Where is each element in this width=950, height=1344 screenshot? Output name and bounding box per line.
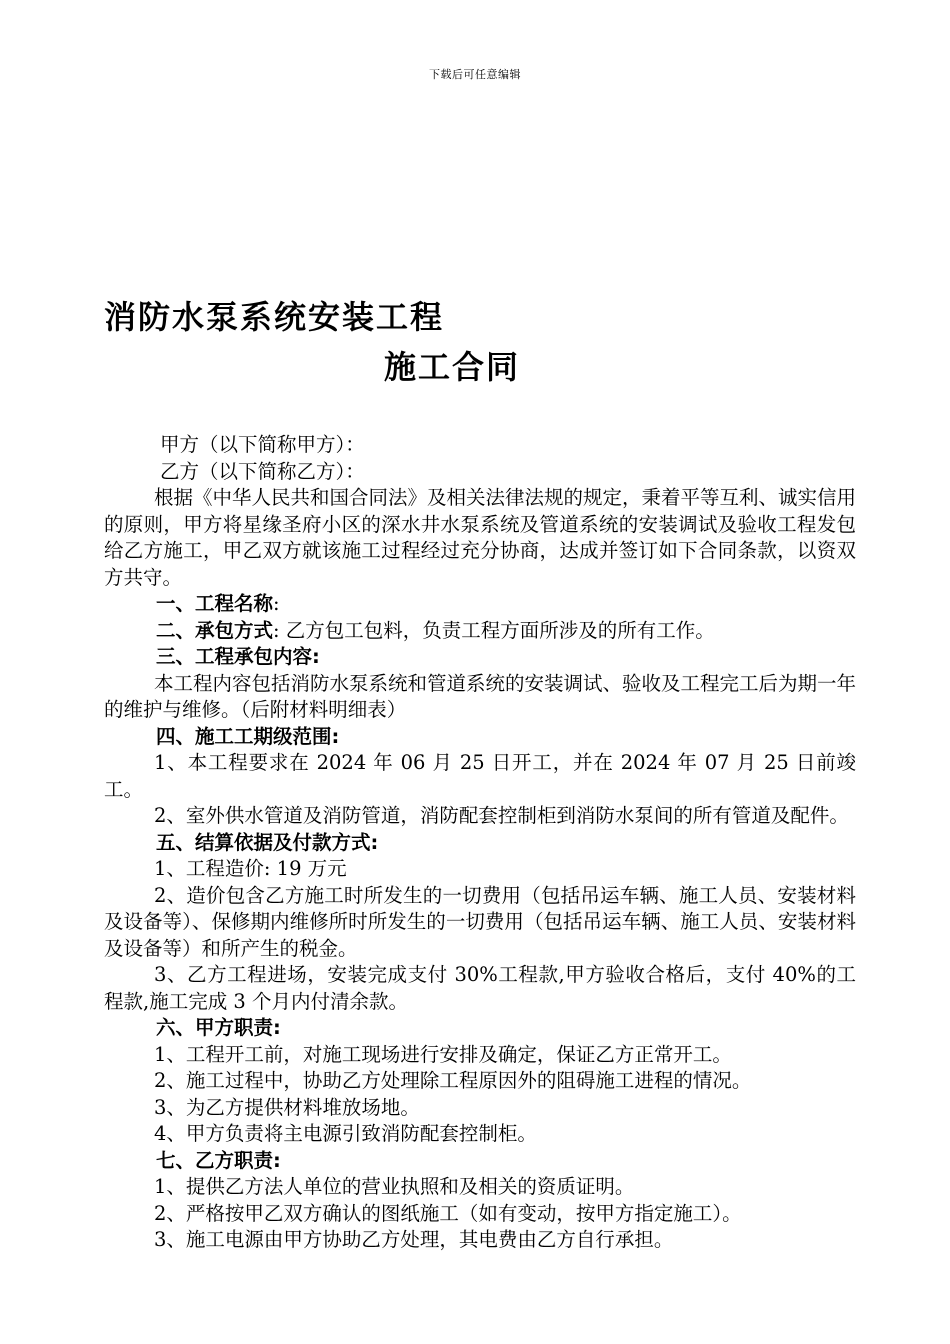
section-3-heading: 三、工程承包内容: xyxy=(156,645,320,668)
section-4-heading: 四、施工工期级范围: xyxy=(156,724,340,748)
title-line-1: 消防水泵系统安装工程 xyxy=(104,298,445,336)
section-5-item-2: 2、造价包含乙方施工时所发生的一切费用（包括吊运车辆、施工人员、安装材料及设备等）、保修期内维修所时所发生的一切费用（包括吊运车辆、施工人员、安装材料及设备等）和所产生的税金。 xyxy=(104,883,856,960)
section-7-item-2: 2、严格按甲乙双方确认的图纸施工（如有变动，按甲方指定施工）。 xyxy=(154,1201,742,1225)
title-line-2: 施工合同 xyxy=(384,348,521,386)
section-5-item-3: 3、乙方工程进场，安装完成支付 30%工程款,甲方验收合格后，支付 40%的工程款,施工完成 3 个月内付清余款。 xyxy=(104,963,856,1013)
section-2-text: : 乙方包工包料，负责工程方面所涉及的所有工作。 xyxy=(273,618,715,642)
party-b: 乙方（以下简称乙方）： xyxy=(160,459,365,483)
contract-body xyxy=(104,432,856,1254)
section-7-item-1: 1、提供乙方法人单位的营业执照和及相关的资质证明。 xyxy=(154,1175,635,1198)
section-1 xyxy=(104,591,856,618)
section-4-item-2: 2、室外供水管道及消防管道，消防配套控制柜到消防水泵间的所有管道及配件。 xyxy=(154,804,849,827)
section-4-item-1: 1、本工程要求在 2024 年 06 月 25 日开工，并在 2024 年 07 月 25 日前竣工。 xyxy=(104,751,856,801)
section-6-item-1: 1、工程开工前，对施工现场进行安排及确定，保证乙方正常开工。 xyxy=(154,1042,732,1066)
section-1-heading: 一、工程名称 xyxy=(156,592,274,615)
section-1-colon: : xyxy=(273,592,280,615)
section-2 xyxy=(104,618,856,645)
section-2-heading: 二、承包方式 xyxy=(156,618,274,642)
party-a: 甲方（以下简称甲方）： xyxy=(160,433,365,456)
section-5-item-1: 1、工程造价: 19 万元 xyxy=(154,857,347,880)
section-6-item-2: 2、施工过程中，协助乙方处理除工程原因外的阻碍施工进程的情况。 xyxy=(154,1069,752,1092)
section-5-heading: 五、结算依据及付款方式: xyxy=(156,830,379,854)
section-6-heading: 六、甲方职责: xyxy=(156,1016,281,1039)
section-6-item-4: 4、甲方负责将主电源引致消防配套控制柜。 xyxy=(154,1122,537,1145)
header-note: 下载后可任意编辑 xyxy=(429,68,521,81)
intro-paragraph: 根据《中华人民共和国合同法》及相关法律法规的规定，秉着平等互利、诚实信用的原则，甲方将星缘圣府小区的深水井水泵系统及管道系统的安装调试及验收工程发包给乙方施工，甲乙双方就该施工过程经过充分协商，达成并签订如下合同条款，以资双方共守。 xyxy=(104,486,857,589)
section-3-text: 本工程内容包括消防水泵系统和管道系统的安装调试、验收及工程完工后为期一年的维护与维修。（后附材料明细表） xyxy=(104,671,857,721)
section-7-item-3: 3、施工电源由甲方协助乙方处理，其电费由乙方自行承担。 xyxy=(154,1228,674,1251)
section-6-item-3: 3、为乙方提供材料堆放场地。 xyxy=(154,1095,420,1119)
section-7-heading: 七、乙方职责: xyxy=(156,1148,281,1172)
